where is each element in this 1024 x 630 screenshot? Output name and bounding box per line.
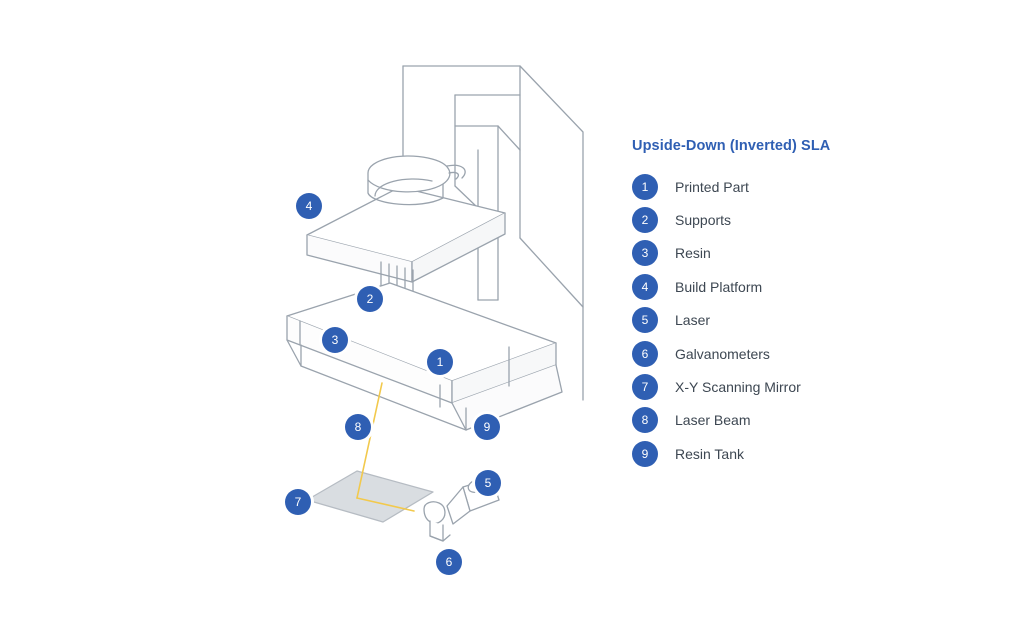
- legend-badge-5: 5: [632, 307, 658, 333]
- legend-item-laser-beam: [632, 404, 1002, 437]
- housing-right-brace: [520, 238, 583, 307]
- legend-item-galvanometers: [632, 337, 1002, 370]
- callout-2[interactable]: 2: [357, 286, 383, 312]
- legend-label-7: X-Y Scanning Mirror: [675, 379, 801, 396]
- legend-label-5: Laser: [675, 312, 711, 329]
- legend-badge-1: 1: [632, 174, 658, 200]
- legend-label-1: Printed Part: [675, 178, 749, 195]
- legend-label-6: Galvanometers: [675, 345, 770, 362]
- legend-item-resin-tank: [632, 437, 1002, 470]
- legend-label-3: Resin: [675, 245, 711, 262]
- legend-label-4: Build Platform: [675, 278, 763, 295]
- callout-1[interactable]: 1: [427, 349, 453, 375]
- legend-label-8: Laser Beam: [675, 412, 751, 429]
- callout-5[interactable]: 5: [475, 470, 501, 496]
- legend-label-2: Supports: [675, 212, 732, 229]
- legend-badge-8: 8: [632, 407, 658, 433]
- legend-badge-7: 7: [632, 374, 658, 400]
- legend-badge-3: 3: [632, 240, 658, 266]
- callout-4[interactable]: 4: [296, 193, 322, 219]
- legend-title: Upside-Down (Inverted) SLA: [632, 138, 831, 154]
- callout-6[interactable]: 6: [436, 549, 462, 575]
- legend-panel: [632, 138, 1002, 471]
- legend-item-laser: [632, 304, 1002, 337]
- legend-badge-4: 4: [632, 274, 658, 300]
- legend-item-resin: [632, 237, 1002, 270]
- callout-9[interactable]: 9: [474, 414, 500, 440]
- callout-8[interactable]: 8: [345, 414, 371, 440]
- legend-item-supports: [632, 203, 1002, 236]
- legend-badge-2: 2: [632, 207, 658, 233]
- galvanometer-body: [424, 502, 445, 524]
- callout-3[interactable]: 3: [322, 327, 348, 353]
- scanning-mirror: [307, 471, 433, 522]
- legend-item-xy-scanning-mirror: [632, 370, 1002, 403]
- callout-7[interactable]: 7: [285, 489, 311, 515]
- legend-badge-6: 6: [632, 341, 658, 367]
- legend-item-build-platform: [632, 270, 1002, 303]
- housing-column-top: [498, 126, 520, 150]
- legend-item-printed-part: [632, 170, 1002, 203]
- legend-badge-9: 9: [632, 441, 658, 467]
- legend-label-9: Resin Tank: [675, 445, 745, 462]
